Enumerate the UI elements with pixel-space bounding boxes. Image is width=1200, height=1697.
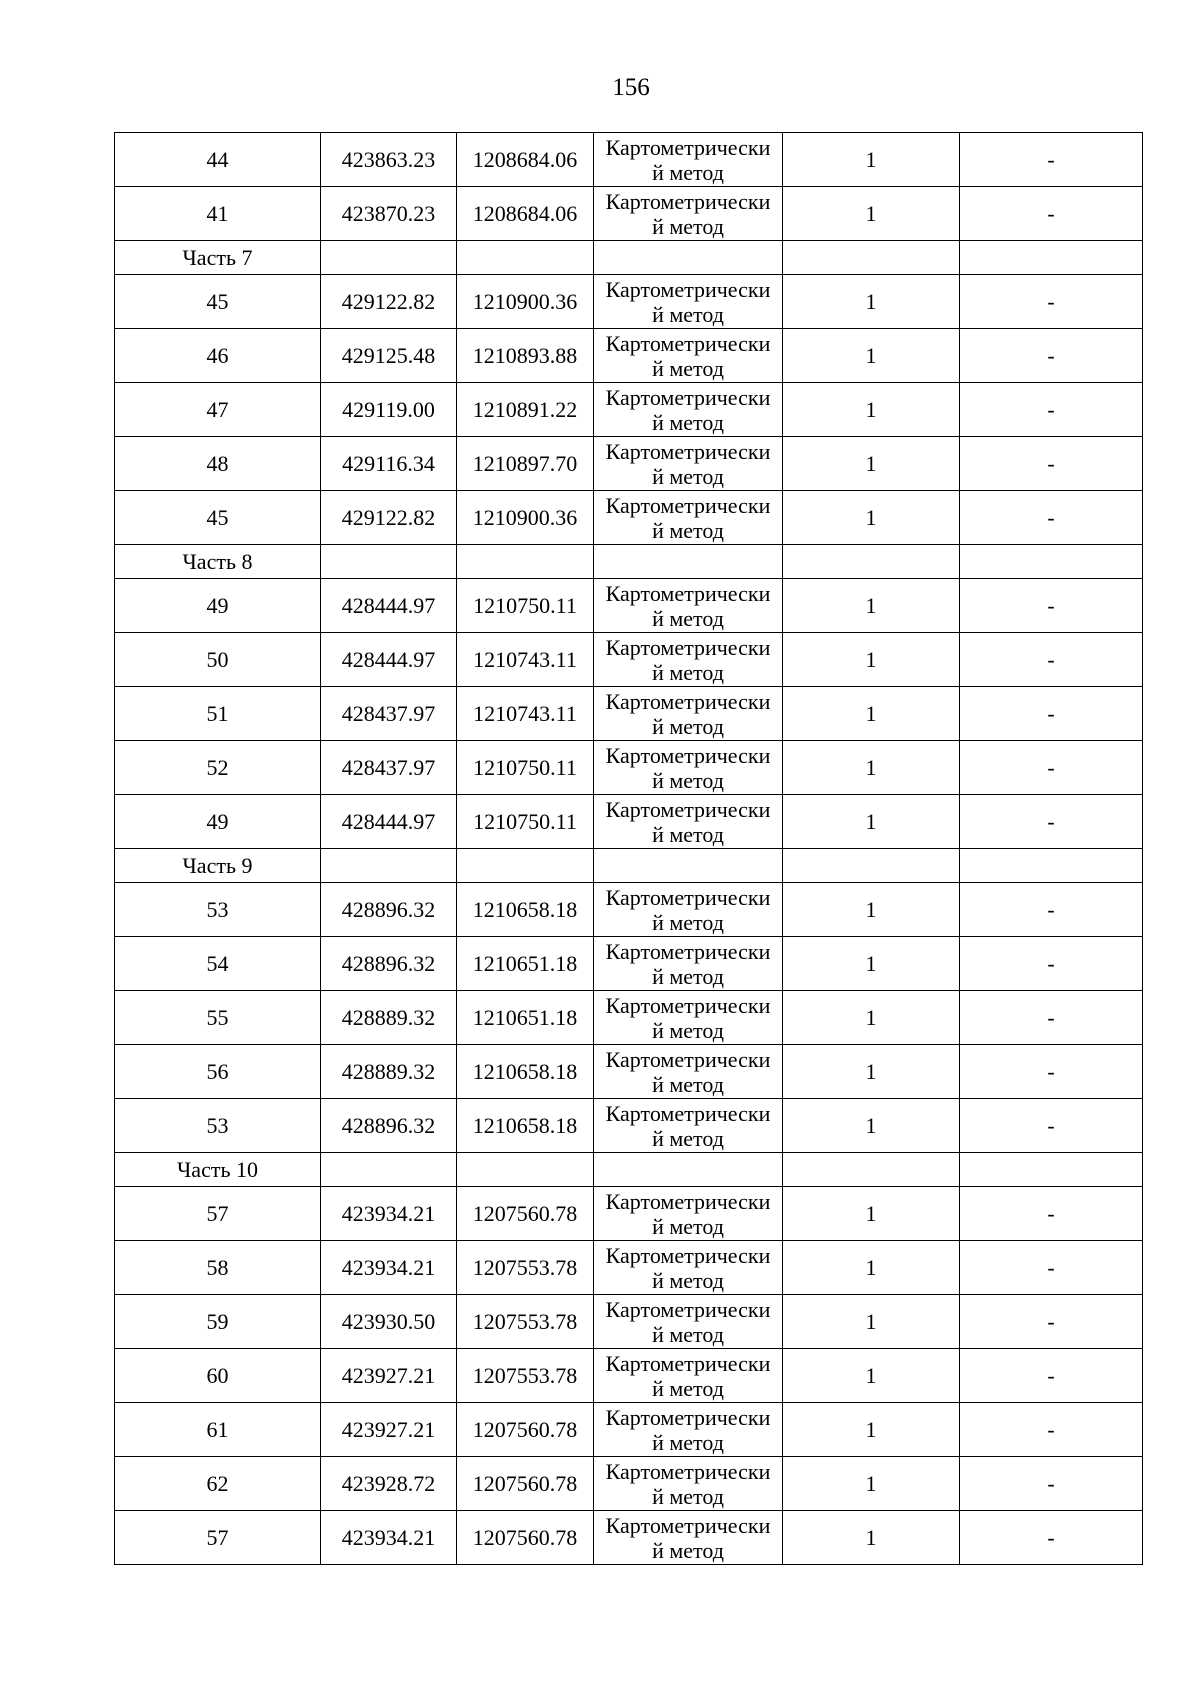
note-value: - xyxy=(960,1349,1143,1403)
point-number: 49 xyxy=(115,795,321,849)
table-row xyxy=(115,275,1143,329)
y-coordinate: 1210658.18 xyxy=(457,883,594,937)
y-coordinate: 1210900.36 xyxy=(457,275,594,329)
note-value: - xyxy=(960,579,1143,633)
accuracy-value: 1 xyxy=(783,437,960,491)
method-text-line2: й метод xyxy=(652,159,724,185)
x-coordinate: 428437.97 xyxy=(321,741,457,795)
point-number: 59 xyxy=(115,1295,321,1349)
point-number: 56 xyxy=(115,1045,321,1099)
table-row xyxy=(115,329,1143,383)
table-row xyxy=(115,1099,1143,1153)
note-value: - xyxy=(960,1045,1143,1099)
method-text-line2: й метод xyxy=(652,821,724,847)
method-text-line1: Картометрически xyxy=(605,1046,771,1072)
point-number: 53 xyxy=(115,1099,321,1153)
accuracy-value: 1 xyxy=(783,1349,960,1403)
y-coordinate: 1210743.11 xyxy=(457,633,594,687)
table-row xyxy=(115,1457,1143,1511)
point-number: 52 xyxy=(115,741,321,795)
accuracy-value: 1 xyxy=(783,1187,960,1241)
accuracy-value: 1 xyxy=(783,329,960,383)
table-row xyxy=(115,1241,1143,1295)
part-header-row xyxy=(115,849,1143,883)
table-row xyxy=(115,937,1143,991)
method-cell xyxy=(594,687,783,741)
method-cell xyxy=(594,579,783,633)
table-row xyxy=(115,633,1143,687)
x-coordinate: 428889.32 xyxy=(321,1045,457,1099)
accuracy-value: 1 xyxy=(783,1511,960,1565)
part-label: Часть 8 xyxy=(115,545,321,579)
point-number: 53 xyxy=(115,883,321,937)
accuracy-value: 1 xyxy=(783,1295,960,1349)
coordinates-table xyxy=(114,132,1143,1565)
note-value: - xyxy=(960,1241,1143,1295)
y-coordinate: 1210651.18 xyxy=(457,991,594,1045)
method-cell xyxy=(594,1349,783,1403)
method-cell xyxy=(594,1099,783,1153)
accuracy-value: 1 xyxy=(783,741,960,795)
empty-cell xyxy=(783,241,960,275)
table-row xyxy=(115,1187,1143,1241)
accuracy-value: 1 xyxy=(783,795,960,849)
method-text-line1: Картометрически xyxy=(605,580,771,606)
method-text-line1: Картометрически xyxy=(605,188,771,214)
y-coordinate: 1210897.70 xyxy=(457,437,594,491)
y-coordinate: 1207560.78 xyxy=(457,1403,594,1457)
x-coordinate: 429122.82 xyxy=(321,491,457,545)
y-coordinate: 1207553.78 xyxy=(457,1241,594,1295)
method-cell xyxy=(594,491,783,545)
table-row xyxy=(115,1511,1143,1565)
note-value: - xyxy=(960,883,1143,937)
method-text-line1: Картометрически xyxy=(605,634,771,660)
x-coordinate: 423934.21 xyxy=(321,1241,457,1295)
method-cell xyxy=(594,187,783,241)
accuracy-value: 1 xyxy=(783,275,960,329)
table-row xyxy=(115,741,1143,795)
method-text-line2: й метод xyxy=(652,1537,724,1563)
x-coordinate: 428444.97 xyxy=(321,579,457,633)
method-cell xyxy=(594,1045,783,1099)
method-cell xyxy=(594,1403,783,1457)
method-text-line1: Картометрически xyxy=(605,1296,771,1322)
method-text-line1: Картометрически xyxy=(605,688,771,714)
empty-cell xyxy=(594,241,783,275)
y-coordinate: 1210750.11 xyxy=(457,795,594,849)
table-row xyxy=(115,437,1143,491)
method-text-line1: Картометрически xyxy=(605,938,771,964)
method-text-line2: й метод xyxy=(652,1125,724,1151)
note-value: - xyxy=(960,329,1143,383)
method-cell xyxy=(594,633,783,687)
y-coordinate: 1210750.11 xyxy=(457,579,594,633)
note-value: - xyxy=(960,687,1143,741)
point-number: 45 xyxy=(115,491,321,545)
point-number: 45 xyxy=(115,275,321,329)
table-row xyxy=(115,991,1143,1045)
x-coordinate: 423870.23 xyxy=(321,187,457,241)
part-label: Часть 7 xyxy=(115,241,321,275)
accuracy-value: 1 xyxy=(783,491,960,545)
method-cell xyxy=(594,133,783,187)
method-cell xyxy=(594,275,783,329)
method-cell xyxy=(594,329,783,383)
accuracy-value: 1 xyxy=(783,579,960,633)
accuracy-value: 1 xyxy=(783,687,960,741)
note-value: - xyxy=(960,937,1143,991)
empty-cell xyxy=(457,849,594,883)
point-number: 41 xyxy=(115,187,321,241)
y-coordinate: 1207560.78 xyxy=(457,1187,594,1241)
y-coordinate: 1210743.11 xyxy=(457,687,594,741)
note-value: - xyxy=(960,491,1143,545)
method-text-line2: й метод xyxy=(652,1267,724,1293)
accuracy-value: 1 xyxy=(783,991,960,1045)
point-number: 58 xyxy=(115,1241,321,1295)
page-number: 156 xyxy=(612,74,650,101)
empty-cell xyxy=(457,545,594,579)
empty-cell xyxy=(321,545,457,579)
note-value: - xyxy=(960,795,1143,849)
x-coordinate: 423930.50 xyxy=(321,1295,457,1349)
table-row xyxy=(115,133,1143,187)
method-text-line1: Картометрически xyxy=(605,492,771,518)
method-cell xyxy=(594,883,783,937)
y-coordinate: 1210658.18 xyxy=(457,1045,594,1099)
method-cell xyxy=(594,741,783,795)
accuracy-value: 1 xyxy=(783,1099,960,1153)
empty-cell xyxy=(783,545,960,579)
accuracy-value: 1 xyxy=(783,1045,960,1099)
method-cell xyxy=(594,437,783,491)
method-text-line2: й метод xyxy=(652,767,724,793)
method-text-line1: Картометрически xyxy=(605,884,771,910)
x-coordinate: 428444.97 xyxy=(321,633,457,687)
accuracy-value: 1 xyxy=(783,1457,960,1511)
y-coordinate: 1210893.88 xyxy=(457,329,594,383)
point-number: 57 xyxy=(115,1511,321,1565)
point-number: 61 xyxy=(115,1403,321,1457)
method-text-line2: й метод xyxy=(652,213,724,239)
note-value: - xyxy=(960,275,1143,329)
point-number: 54 xyxy=(115,937,321,991)
method-text-line1: Картометрически xyxy=(605,1100,771,1126)
table-row xyxy=(115,383,1143,437)
x-coordinate: 428896.32 xyxy=(321,937,457,991)
method-text-line2: й метод xyxy=(652,1429,724,1455)
note-value: - xyxy=(960,1403,1143,1457)
y-coordinate: 1210750.11 xyxy=(457,741,594,795)
empty-cell xyxy=(960,545,1143,579)
empty-cell xyxy=(321,849,457,883)
point-number: 60 xyxy=(115,1349,321,1403)
note-value: - xyxy=(960,991,1143,1045)
y-coordinate: 1207553.78 xyxy=(457,1295,594,1349)
table-body xyxy=(115,133,1143,1565)
method-text-line1: Картометрически xyxy=(605,438,771,464)
method-cell xyxy=(594,383,783,437)
x-coordinate: 429119.00 xyxy=(321,383,457,437)
empty-cell xyxy=(594,1153,783,1187)
method-text-line1: Картометрически xyxy=(605,1350,771,1376)
method-text-line1: Картометрически xyxy=(605,1188,771,1214)
method-text-line1: Картометрически xyxy=(605,742,771,768)
accuracy-value: 1 xyxy=(783,1241,960,1295)
empty-cell xyxy=(457,241,594,275)
part-header-row xyxy=(115,241,1143,275)
method-text-line2: й метод xyxy=(652,1321,724,1347)
method-text-line1: Картометрически xyxy=(605,1404,771,1430)
method-text-line2: й метод xyxy=(652,1071,724,1097)
point-number: 50 xyxy=(115,633,321,687)
point-number: 46 xyxy=(115,329,321,383)
table-row xyxy=(115,1045,1143,1099)
x-coordinate: 429122.82 xyxy=(321,275,457,329)
method-cell xyxy=(594,795,783,849)
note-value: - xyxy=(960,133,1143,187)
method-text-line2: й метод xyxy=(652,463,724,489)
method-text-line2: й метод xyxy=(652,517,724,543)
method-text-line2: й метод xyxy=(652,1017,724,1043)
empty-cell xyxy=(457,1153,594,1187)
part-header-row xyxy=(115,545,1143,579)
method-text-line2: й метод xyxy=(652,713,724,739)
note-value: - xyxy=(960,383,1143,437)
point-number: 62 xyxy=(115,1457,321,1511)
method-text-line1: Картометрически xyxy=(605,134,771,160)
y-coordinate: 1207560.78 xyxy=(457,1511,594,1565)
empty-cell xyxy=(783,849,960,883)
point-number: 57 xyxy=(115,1187,321,1241)
x-coordinate: 428437.97 xyxy=(321,687,457,741)
y-coordinate: 1208684.06 xyxy=(457,133,594,187)
x-coordinate: 428896.32 xyxy=(321,1099,457,1153)
point-number: 51 xyxy=(115,687,321,741)
x-coordinate: 423934.21 xyxy=(321,1187,457,1241)
y-coordinate: 1210658.18 xyxy=(457,1099,594,1153)
method-text-line1: Картометрически xyxy=(605,384,771,410)
y-coordinate: 1210900.36 xyxy=(457,491,594,545)
method-cell xyxy=(594,991,783,1045)
note-value: - xyxy=(960,1099,1143,1153)
table-row xyxy=(115,687,1143,741)
note-value: - xyxy=(960,633,1143,687)
note-value: - xyxy=(960,1511,1143,1565)
empty-cell xyxy=(594,545,783,579)
empty-cell xyxy=(321,1153,457,1187)
accuracy-value: 1 xyxy=(783,883,960,937)
accuracy-value: 1 xyxy=(783,937,960,991)
accuracy-value: 1 xyxy=(783,383,960,437)
table-row xyxy=(115,1403,1143,1457)
method-text-line2: й метод xyxy=(652,409,724,435)
table-row xyxy=(115,187,1143,241)
method-text-line2: й метод xyxy=(652,1213,724,1239)
table-row xyxy=(115,1295,1143,1349)
method-text-line1: Картометрически xyxy=(605,1242,771,1268)
method-text-line2: й метод xyxy=(652,963,724,989)
x-coordinate: 428896.32 xyxy=(321,883,457,937)
y-coordinate: 1207560.78 xyxy=(457,1457,594,1511)
method-cell xyxy=(594,1241,783,1295)
empty-cell xyxy=(321,241,457,275)
empty-cell xyxy=(960,1153,1143,1187)
method-text-line1: Картометрически xyxy=(605,1512,771,1538)
method-cell xyxy=(594,1187,783,1241)
method-text-line2: й метод xyxy=(652,355,724,381)
x-coordinate: 428889.32 xyxy=(321,991,457,1045)
x-coordinate: 429116.34 xyxy=(321,437,457,491)
note-value: - xyxy=(960,1187,1143,1241)
y-coordinate: 1208684.06 xyxy=(457,187,594,241)
empty-cell xyxy=(960,241,1143,275)
point-number: 47 xyxy=(115,383,321,437)
x-coordinate: 428444.97 xyxy=(321,795,457,849)
method-text-line1: Картометрически xyxy=(605,330,771,356)
method-cell xyxy=(594,1295,783,1349)
note-value: - xyxy=(960,1457,1143,1511)
method-text-line1: Картометрически xyxy=(605,796,771,822)
x-coordinate: 423928.72 xyxy=(321,1457,457,1511)
empty-cell xyxy=(783,1153,960,1187)
table-row xyxy=(115,795,1143,849)
point-number: 49 xyxy=(115,579,321,633)
table-row xyxy=(115,1349,1143,1403)
x-coordinate: 423934.21 xyxy=(321,1511,457,1565)
point-number: 44 xyxy=(115,133,321,187)
table-row xyxy=(115,883,1143,937)
method-text-line2: й метод xyxy=(652,605,724,631)
method-text-line2: й метод xyxy=(652,659,724,685)
part-label: Часть 9 xyxy=(115,849,321,883)
method-text-line2: й метод xyxy=(652,1483,724,1509)
empty-cell xyxy=(594,849,783,883)
point-number: 48 xyxy=(115,437,321,491)
table-row xyxy=(115,491,1143,545)
accuracy-value: 1 xyxy=(783,1403,960,1457)
empty-cell xyxy=(960,849,1143,883)
x-coordinate: 423863.23 xyxy=(321,133,457,187)
x-coordinate: 423927.21 xyxy=(321,1349,457,1403)
accuracy-value: 1 xyxy=(783,133,960,187)
y-coordinate: 1210891.22 xyxy=(457,383,594,437)
method-text-line1: Картометрически xyxy=(605,1458,771,1484)
x-coordinate: 429125.48 xyxy=(321,329,457,383)
part-header-row xyxy=(115,1153,1143,1187)
part-label: Часть 10 xyxy=(115,1153,321,1187)
note-value: - xyxy=(960,1295,1143,1349)
table-row xyxy=(115,579,1143,633)
note-value: - xyxy=(960,437,1143,491)
note-value: - xyxy=(960,187,1143,241)
method-text-line1: Картометрически xyxy=(605,276,771,302)
method-text-line1: Картометрически xyxy=(605,992,771,1018)
accuracy-value: 1 xyxy=(783,633,960,687)
note-value: - xyxy=(960,741,1143,795)
y-coordinate: 1210651.18 xyxy=(457,937,594,991)
point-number: 55 xyxy=(115,991,321,1045)
y-coordinate: 1207553.78 xyxy=(457,1349,594,1403)
method-cell xyxy=(594,937,783,991)
method-text-line2: й метод xyxy=(652,1375,724,1401)
method-text-line2: й метод xyxy=(652,301,724,327)
method-cell xyxy=(594,1511,783,1565)
method-cell xyxy=(594,1457,783,1511)
method-text-line2: й метод xyxy=(652,909,724,935)
x-coordinate: 423927.21 xyxy=(321,1403,457,1457)
accuracy-value: 1 xyxy=(783,187,960,241)
